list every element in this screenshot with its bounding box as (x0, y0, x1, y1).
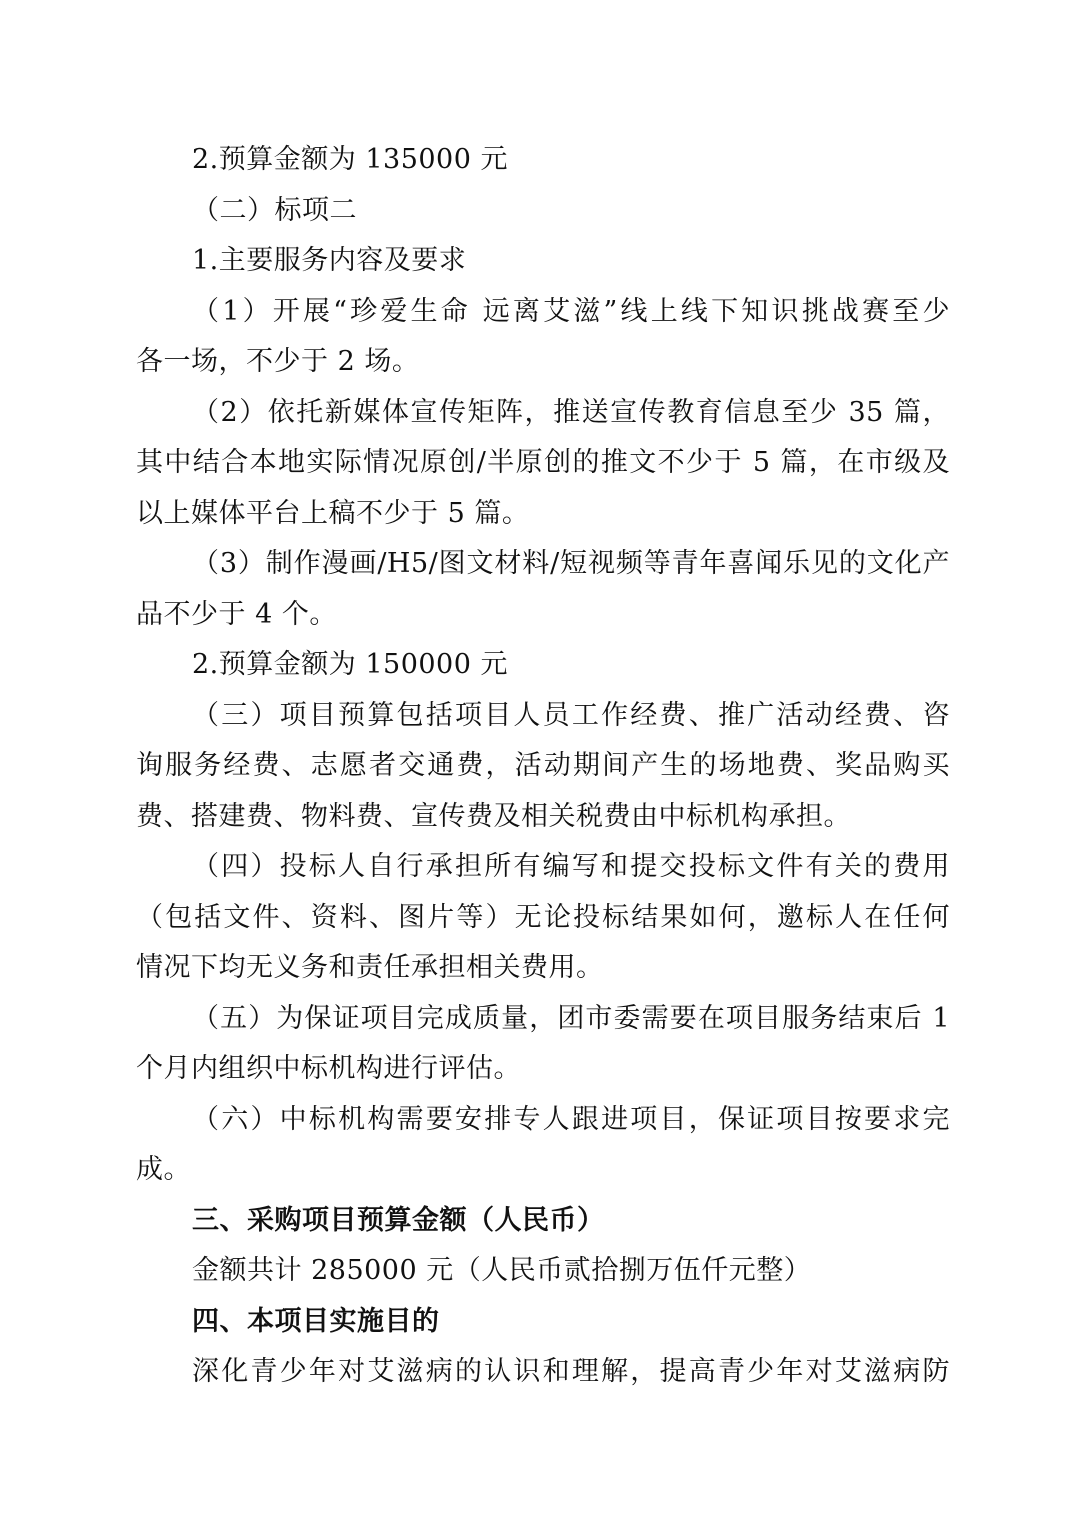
item-3-line-2: 品不少于 4 个。 (136, 599, 337, 630)
section-3-line-1: （三）项目预算包括项目人员工作经费、推广活动经费、咨 (192, 700, 950, 731)
service-content-heading: 1.主要服务内容及要求 (192, 245, 467, 276)
section-5-line-1: （五）为保证项目完成质量，团市委需要在项目服务结束后 1 (192, 1003, 950, 1034)
section-5-line-2: 个月内组织中标机构进行评估。 (136, 1053, 521, 1084)
item-1-line-2: 各一场，不少于 2 场。 (136, 346, 420, 377)
heading-budget-amount: 三、采购项目预算金额（人民币） (192, 1205, 605, 1236)
section-4-line-2: （包括文件、资料、图片等）无论投标结果如何，邀标人在任何 (136, 902, 950, 933)
section-6-line-1: （六）中标机构需要安排专人跟进项目，保证项目按要求完 (192, 1104, 950, 1135)
section-4-line-1: （四）投标人自行承担所有编写和提交投标文件有关的费用 (192, 851, 950, 882)
item-3-line-1: （3）制作漫画/H5/图文材料/短视频等青年喜闻乐见的文化产 (192, 548, 950, 579)
section-6-line-2: 成。 (136, 1154, 191, 1185)
budget-amount-2: 2.预算金额为 150000 元 (192, 649, 508, 680)
item-2-line-3: 以上媒体平台上稿不少于 5 篇。 (136, 498, 530, 529)
purpose-line-1: 深化青少年对艾滋病的认识和理解，提高青少年对艾滋病防 (192, 1356, 950, 1387)
section-4-line-3: 情况下均无义务和责任承担相关费用。 (136, 952, 604, 983)
section-heading-lot-2: （二）标项二 (192, 195, 357, 226)
budget-amount-1: 2.预算金额为 135000 元 (192, 144, 508, 175)
total-amount: 金额共计 285000 元（人民币贰拾捌万伍仟元整） (192, 1255, 812, 1286)
item-2-line-1: （2）依托新媒体宣传矩阵，推送宣传教育信息至少 35 篇， (192, 397, 950, 428)
item-2-line-2: 其中结合本地实际情况原创/半原创的推文不少于 5 篇，在市级及 (136, 447, 950, 478)
item-1-line-1: （1）开展“珍爱生命 远离艾滋”线上线下知识挑战赛至少 (192, 296, 950, 327)
section-3-line-2: 询服务经费、志愿者交通费，活动期间产生的场地费、奖品购买 (136, 750, 950, 781)
section-3-line-3: 费、搭建费、物料费、宣传费及相关税费由中标机构承担。 (136, 801, 851, 832)
heading-project-purpose: 四、本项目实施目的 (192, 1306, 440, 1337)
